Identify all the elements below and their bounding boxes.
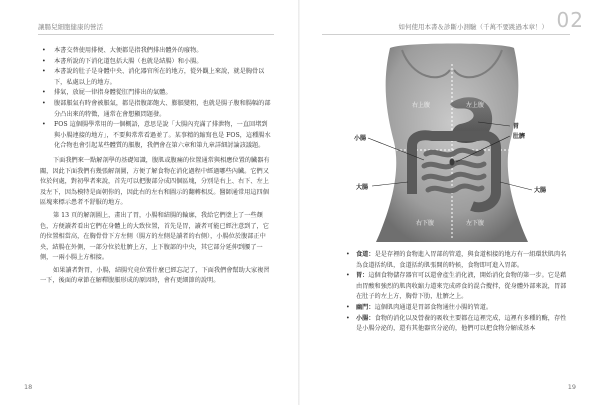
abdomen-anatomy-figure <box>332 42 572 242</box>
list-item: • 排氣，放屁一律指身體從肛門排出的氣體。 <box>40 88 272 99</box>
bullet-icon: • <box>42 47 46 54</box>
list-item: • 幽門：這個肌肉通道是胃部食物通往小腸的管道。 <box>344 303 570 314</box>
label-navel: 肚臍 <box>513 133 526 140</box>
label-lower-right: 右下腹 <box>416 220 435 227</box>
bullet-icon: • <box>346 314 350 322</box>
right-page <box>300 0 600 405</box>
chapter-number: 02 <box>556 8 584 32</box>
right-running-head: 如何使用本書＆診斷小測驗（千萬不要跳過本章！） <box>398 23 548 31</box>
label-upper-left: 左上腹 <box>466 102 485 109</box>
bullet-icon: • <box>42 99 46 107</box>
bullet-icon: • <box>346 251 350 258</box>
list-item: • 腹部脹氣有時會被脹氣，都是指腹部飽大、膨脹變粗，也就是腸子腹和腸幅的部分凸出來的特徵，通常在會想顯問題發。 <box>42 99 271 118</box>
list-item: • 本書所說的下消化道包括大腸（也就是結腸）和小腸。 <box>40 57 272 68</box>
left-page-number: 18 <box>24 383 33 391</box>
bullet-icon: • <box>42 121 46 129</box>
left-running-head: 讓腸兒細胞健康的營活 <box>38 23 103 31</box>
bullet-icon: • <box>42 68 46 76</box>
label-lower-left: 左下腹 <box>466 220 485 227</box>
label-small-intestine: 小腸 <box>354 135 367 142</box>
paragraph: 第 13 頁的解剖圖上，畫出了胃，小腸和結腸的輪廓，我給它們塗上了一些顏色，方便讀者看出它們在身體上的大致位置，首先是胃，讀者可能已經注意到了，它的位置相當高，在胸骨骨下方左側（腸方的左側是讀者的右側），小腸位於腹部正中央，結腸在外側，一部分位於肚臍上方，上下腹部的中央，其它部分延伸到腰了一側，一兩小腸上方相接。 <box>40 211 269 262</box>
paragraph: 下面我們來一點解剖學的基礎知識，腹肌或腹痛的位置通常與相應位置的臟器有關，因此下面我們有幾張解剖圖，方便了解食物在消化過程中經過哪些內臟。它們又位於何處，對初學者來說，首先可以把腹部分成四個區塊，分別是右上、右下、左上及左下，因為模特是面朝你的，因此右的左右和圖示的翻轉相反。醫師通常用這四個區塊來標示患者不舒服的地方。 <box>40 156 270 207</box>
list-item: • 本書說的肚子是身體中央、消化器官所在的地方，從外觀上來說，就是胸骨以下，私處以上的地方。 <box>42 68 265 86</box>
bullet-icon: • <box>346 272 350 280</box>
left-header-rule <box>38 34 274 35</box>
bullet-icon: • <box>42 89 46 97</box>
right-page-number: 19 <box>567 383 576 391</box>
label-stomach: 胃 <box>513 123 520 130</box>
label-upper-right: 右上腹 <box>412 102 431 109</box>
list-item: • 本書交替使用排便、大便都是指我們排出體外的廢物。 <box>40 46 272 57</box>
list-item: • FOS 這個腸學常用的一個概語，意思是說「大腸內充滿了排泄物，一直回堵到與小腸連接的地方」，不要與常常看過並了。某事精的縮寫也是 FOS，這種腸水化合物也會引起某些體質的脹腹，我們會在第六章和第九章詳細討論該議題。 <box>42 121 271 150</box>
terminology-list <box>40 46 272 152</box>
list-item: • 小腸：食物的消化以及營養的吸收主要都在這裡完成，這裡有多種的酶，存性是小腸分泌的，還有其他器官分泌的，他們可以把食物分解成基本 <box>346 314 567 333</box>
bullet-icon: • <box>346 303 350 311</box>
label-large-intestine-left: 大腸 <box>356 184 369 191</box>
list-item: • 胃：這個食物儲存器官可以還會產生消化液，開始消化食物的第一步。它是藉由胃酸和強烈的肌肉收縮力道來完成碎食的混合攪拌，從身體外部來說，胃部在肚子的左上方，胸骨下肋，肚臍之上。 <box>346 272 567 301</box>
torso-illustration <box>332 42 572 242</box>
organ-list <box>344 250 570 335</box>
left-body-text <box>40 46 272 287</box>
list-item: • 食道：是是存裡的食物進入胃部的管道，與食道相接的地方有一組環狀肌肉名為食道括約肌，食道括約肌張開的時候，食物即可進入胃部。 <box>346 251 567 269</box>
bullet-icon: • <box>42 57 46 65</box>
right-body-text <box>344 250 570 335</box>
label-large-intestine-right: 大腸 <box>534 187 547 194</box>
navel-mark <box>450 159 455 166</box>
right-header-rule <box>322 34 570 35</box>
paragraph: 如果讀者對胃，小腸，結腸究竟位置什麼已經忘記了，下面我們會幫助大家複習一下，後面的章節在解釋腹脹形成的原因時，會有更細節的說明。 <box>40 266 270 285</box>
